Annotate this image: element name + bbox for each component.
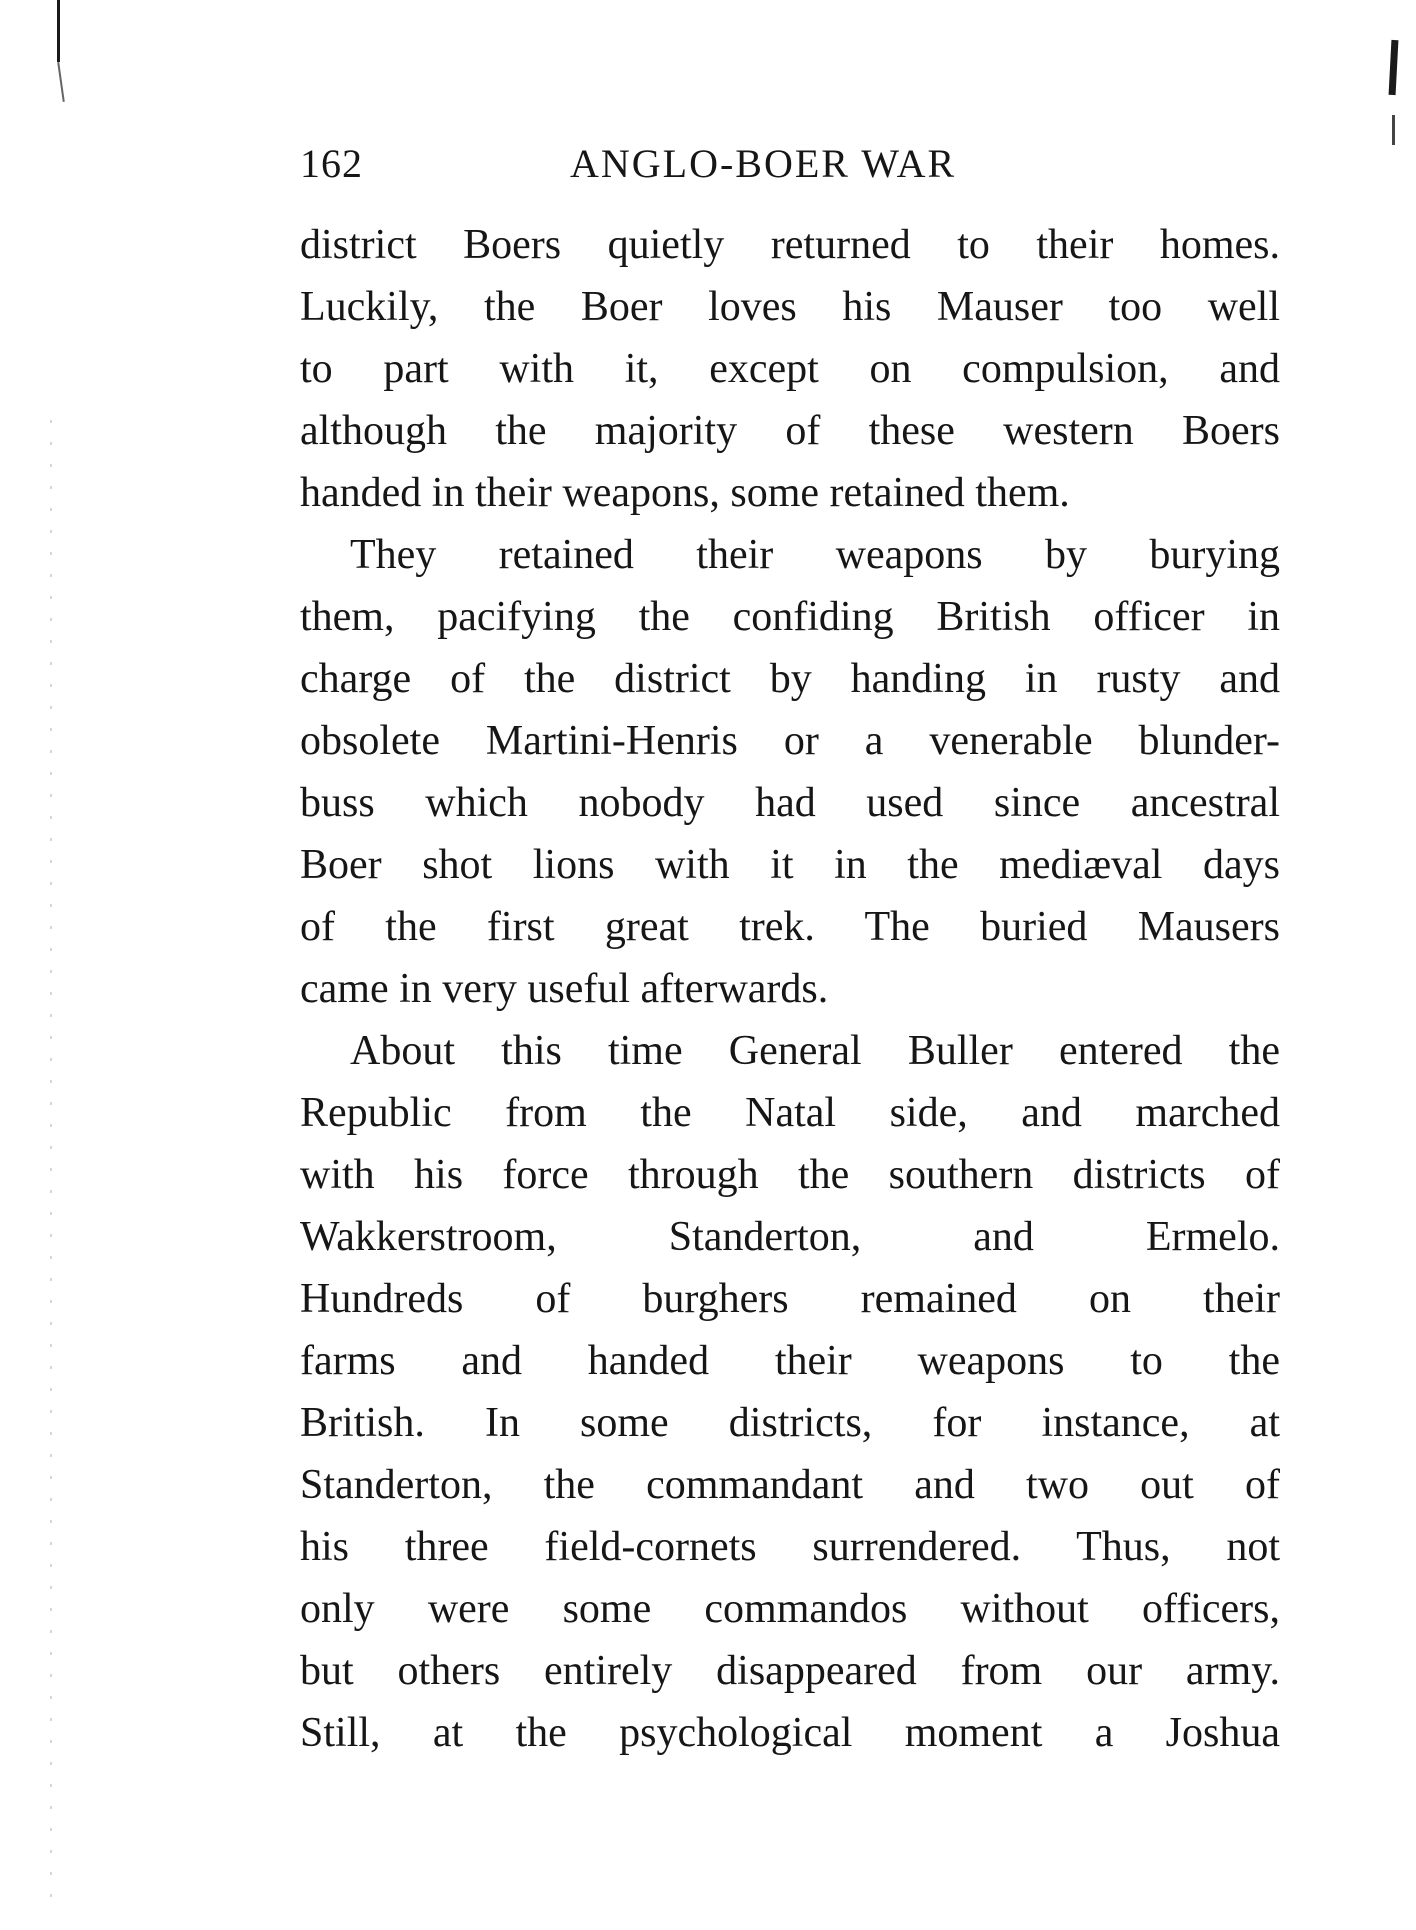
text-line: Boer shot lions with it in the mediæval days xyxy=(300,842,1280,888)
text-line: obsolete Martini-Henris or a venerable blunder- xyxy=(300,718,1280,764)
scan-artifact-left xyxy=(57,0,60,62)
text-line: of the first great trek. The buried Mausers xyxy=(300,904,1280,950)
text-line: About this time General Buller entered the xyxy=(350,1028,1280,1074)
text-line: although the majority of these western Boers xyxy=(300,408,1280,454)
text-line: to part with it, except on compulsion, and xyxy=(300,346,1280,392)
text-line: them, pacifying the confiding British officer in xyxy=(300,594,1280,640)
text-line: Still, at the psychological moment a Joshua xyxy=(300,1710,1280,1756)
text-line: Standerton, the commandant and two out of xyxy=(300,1462,1280,1508)
text-line: buss which nobody had used since ancestral xyxy=(300,780,1280,826)
text-line: Luckily, the Boer loves his Mauser too well xyxy=(300,284,1280,330)
text-line: British. In some districts, for instance, at xyxy=(300,1400,1280,1446)
text-line: his three field-cornets surrendered. Thus, not xyxy=(300,1524,1280,1570)
text-line: Republic from the Natal side, and marched xyxy=(300,1090,1280,1136)
text-line: with his force through the southern districts of xyxy=(300,1152,1280,1198)
text-line: They retained their weapons by burying xyxy=(350,532,1280,578)
page-number: 162 xyxy=(300,141,363,186)
text-line: but others entirely disappeared from our army. xyxy=(300,1648,1280,1694)
text-line: handed in their weapons, some retained them. xyxy=(300,470,1070,516)
scan-artifact-left-tail xyxy=(57,62,65,102)
book-title: ANGLO-BOER WAR xyxy=(570,141,957,186)
text-line: charge of the district by handing in rusty and xyxy=(300,656,1280,702)
body-text xyxy=(300,214,1280,1764)
running-head xyxy=(300,140,1290,192)
text-line: Wakkerstroom, Standerton, and Ermelo. xyxy=(300,1214,1280,1260)
text-line: farms and handed their weapons to the xyxy=(300,1338,1280,1384)
text-line: came in very useful afterwards. xyxy=(300,966,829,1012)
text-line: only were some commandos without officers, xyxy=(300,1586,1280,1632)
text-line: district Boers quietly returned to their homes. xyxy=(300,222,1280,268)
scan-artifact-right xyxy=(1389,40,1399,95)
text-line: Hundreds of burghers remained on their xyxy=(300,1276,1280,1322)
scan-edge-noise xyxy=(50,420,52,1900)
scan-artifact-right-low xyxy=(1392,115,1395,145)
